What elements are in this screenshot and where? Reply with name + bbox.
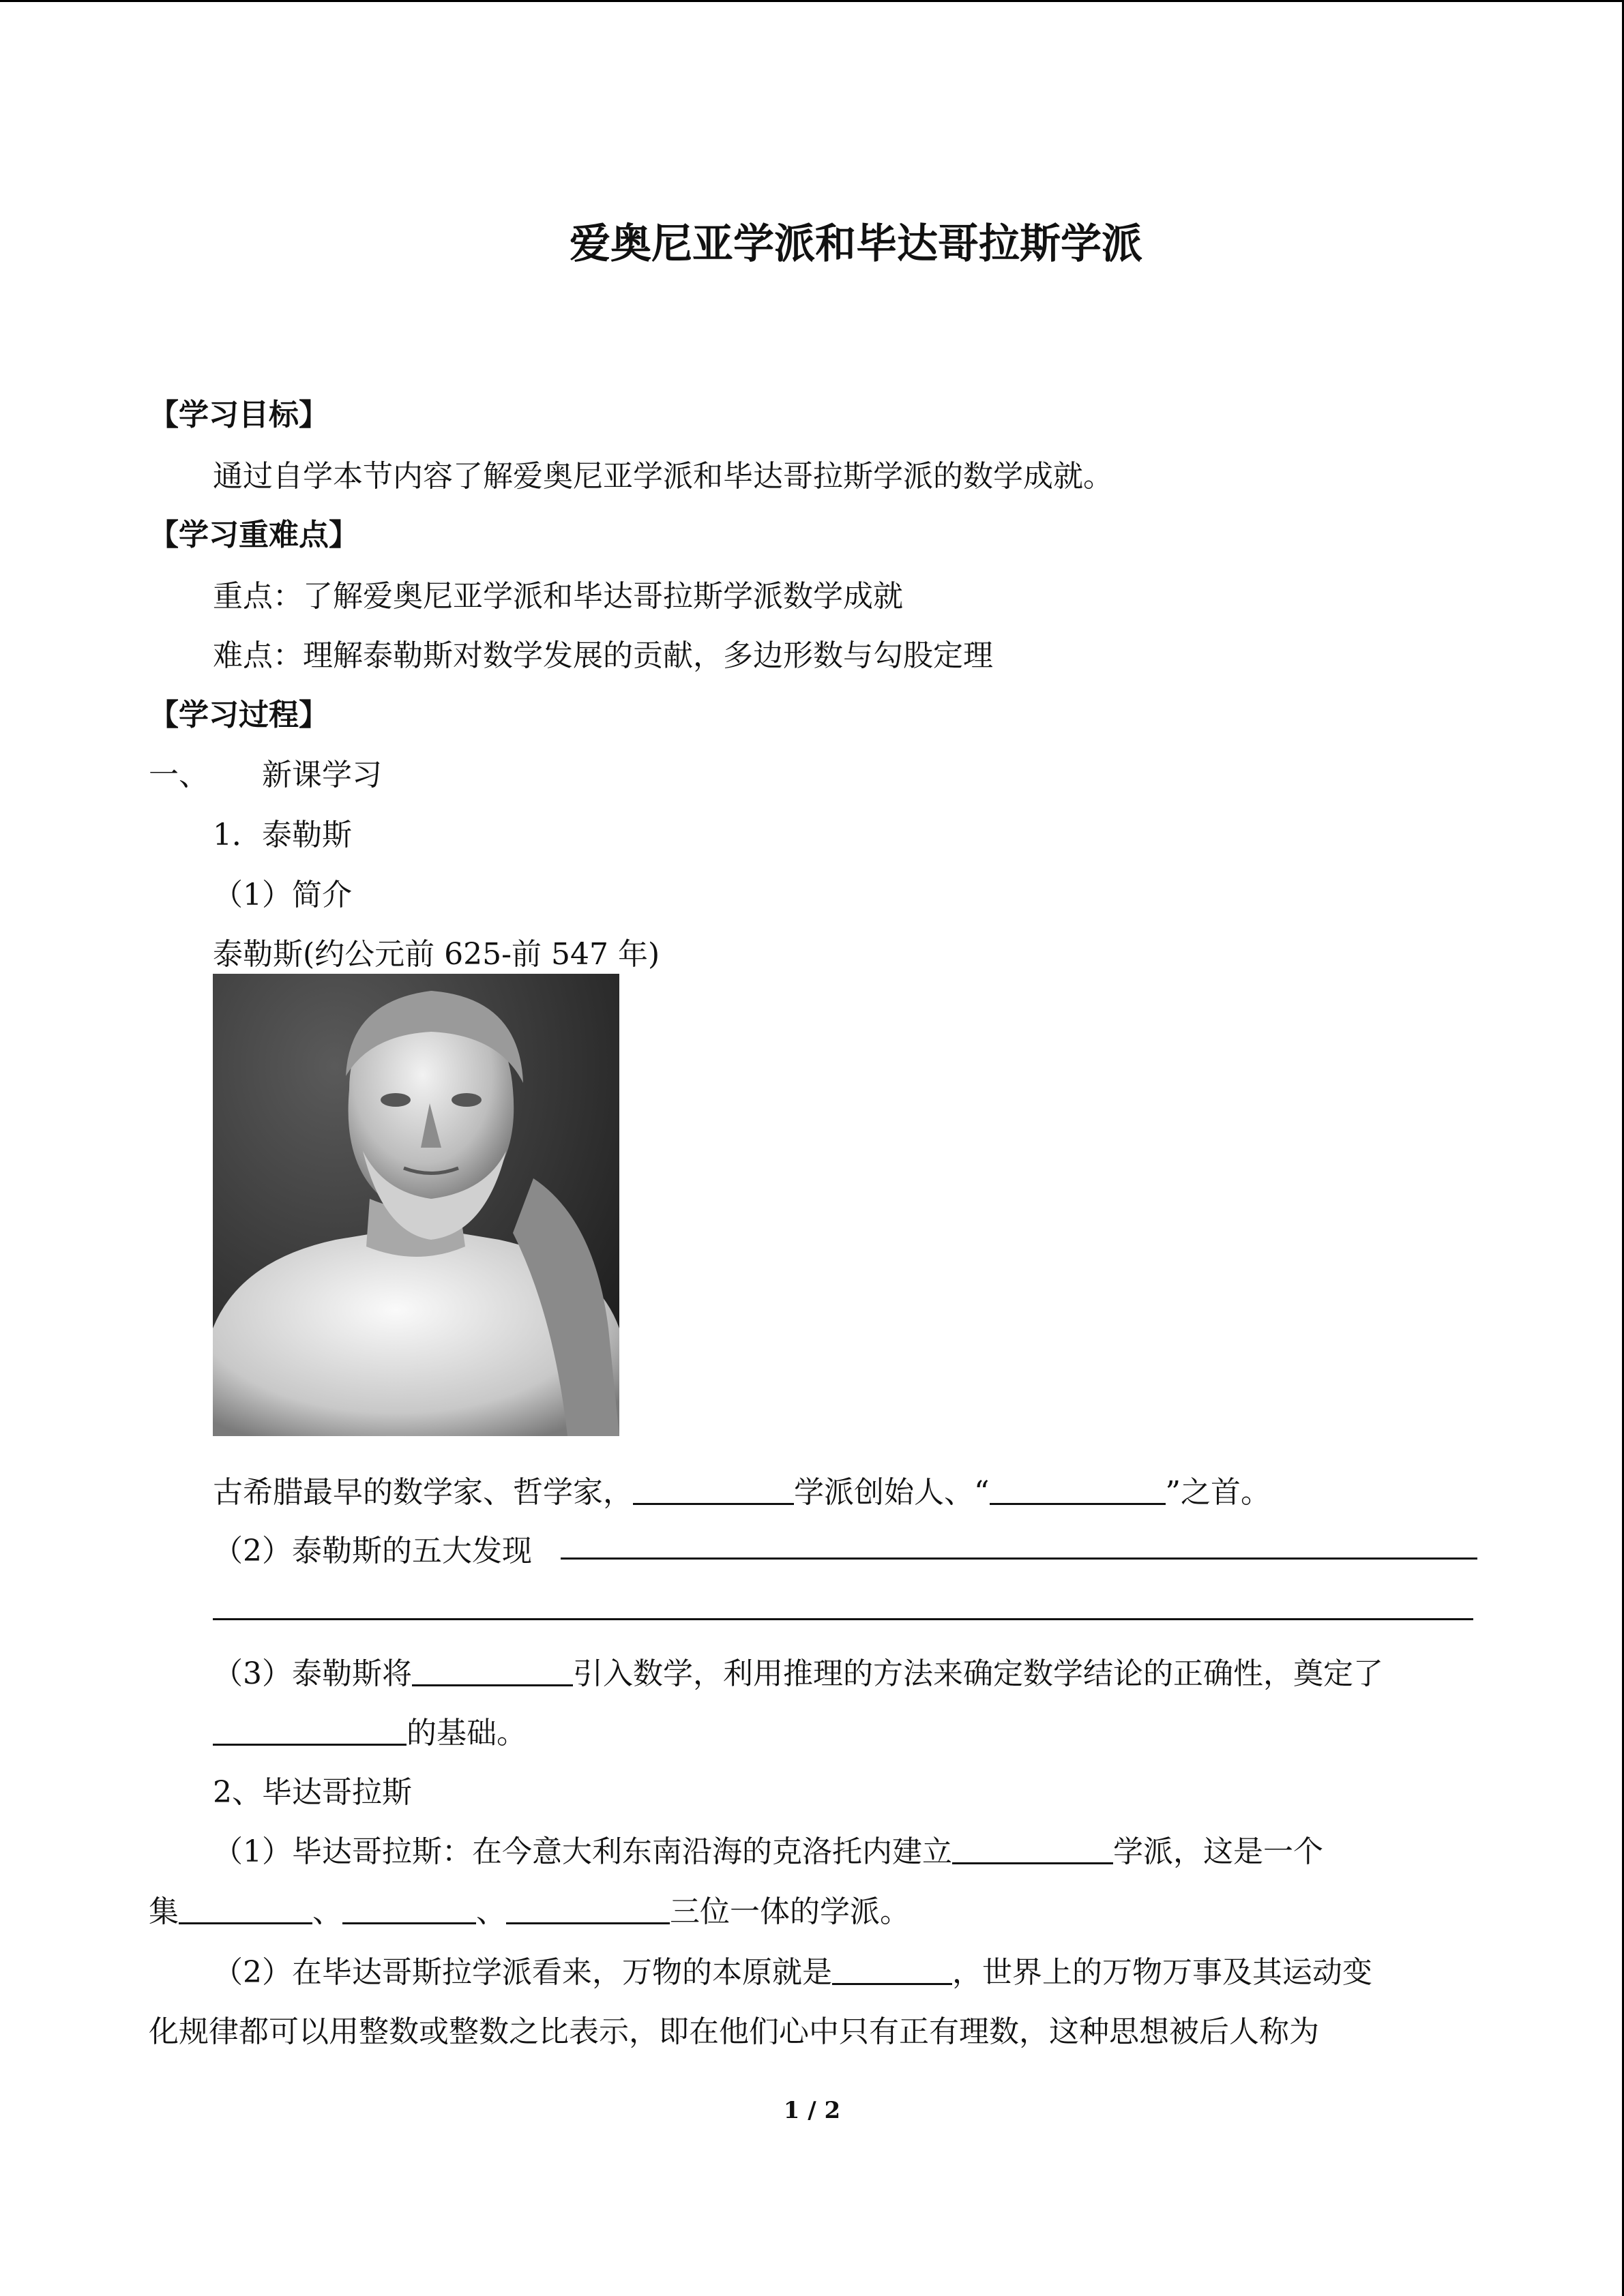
fill-blank[interactable] <box>179 1895 312 1924</box>
process-heading: 【学习过程】 <box>149 698 329 732</box>
fill-blank[interactable] <box>832 1956 952 1985</box>
fill-blank[interactable] <box>633 1476 794 1505</box>
thales-portrait <box>213 974 619 1436</box>
pythagoras-p2: （2）在毕达哥斯拉学派看来，万物的本原就是 ，世界上的万物万事及其运动变 <box>213 1955 1372 1990</box>
thales-logic-line: （3）泰勒斯将 引入数学，利用推理的方法来确定数学结论的正确性，奠定了 <box>213 1656 1383 1691</box>
fill-blank[interactable] <box>342 1895 476 1924</box>
pythagoras-heading: 2、毕达哥拉斯 <box>213 1775 412 1810</box>
thales-intro-label: （1）简介 <box>213 878 352 912</box>
thales-heading: 1．泰勒斯 <box>213 818 352 852</box>
key-points-heading: 【学习重难点】 <box>149 518 359 552</box>
fill-blank[interactable] <box>412 1657 573 1686</box>
focus-text: 重点：了解爱奥尼亚学派和毕达哥拉斯学派数学成就 <box>213 579 903 614</box>
objectives-heading: 【学习目标】 <box>149 398 329 432</box>
fill-blank[interactable] <box>506 1895 670 1924</box>
page-number: 1 / 2 <box>783 2097 841 2124</box>
fill-blank[interactable] <box>990 1476 1166 1505</box>
answer-line[interactable] <box>561 1557 1477 1560</box>
difficulty-text: 难点：理解泰勒斯对数学发展的贡献，多边形数与勾股定理 <box>213 638 993 673</box>
pythagoras-p2-cont: 化规律都可以用整数或整数之比表示，即在他们心中只有正有理数，这种思想被后人称为 <box>149 2014 1319 2049</box>
thales-name-dates: 泰勒斯(约公元前 625-前 547 年) <box>213 937 660 972</box>
page-border-top <box>0 0 1624 2</box>
fill-blank[interactable] <box>952 1835 1113 1864</box>
thales-logic-cont: 的基础。 <box>213 1708 527 1752</box>
thales-discoveries-label: （2）泰勒斯的五大发现 <box>213 1534 532 1568</box>
part-number: 一、 <box>149 758 209 792</box>
page-title: 爱奥尼亚学派和毕达哥拉斯学派 <box>570 220 1142 268</box>
fill-blank[interactable] <box>213 1716 407 1746</box>
objectives-text: 通过自学本节内容了解爱奥尼亚学派和毕达哥拉斯学派的数学成就。 <box>213 459 1113 494</box>
part-title: 新课学习 <box>262 758 382 792</box>
answer-line[interactable] <box>213 1618 1473 1620</box>
pythagoras-p1: （1）毕达哥拉斯：在今意大利东南沿海的克洛托内建立 学派，这是一个 <box>213 1834 1323 1869</box>
pythagoras-p1-cont: 集 、 、 三位一体的学派。 <box>149 1894 910 1929</box>
thales-description: 古希腊最早的数学家、哲学家， 学派创始人、“ ”之首。 <box>213 1475 1271 1510</box>
